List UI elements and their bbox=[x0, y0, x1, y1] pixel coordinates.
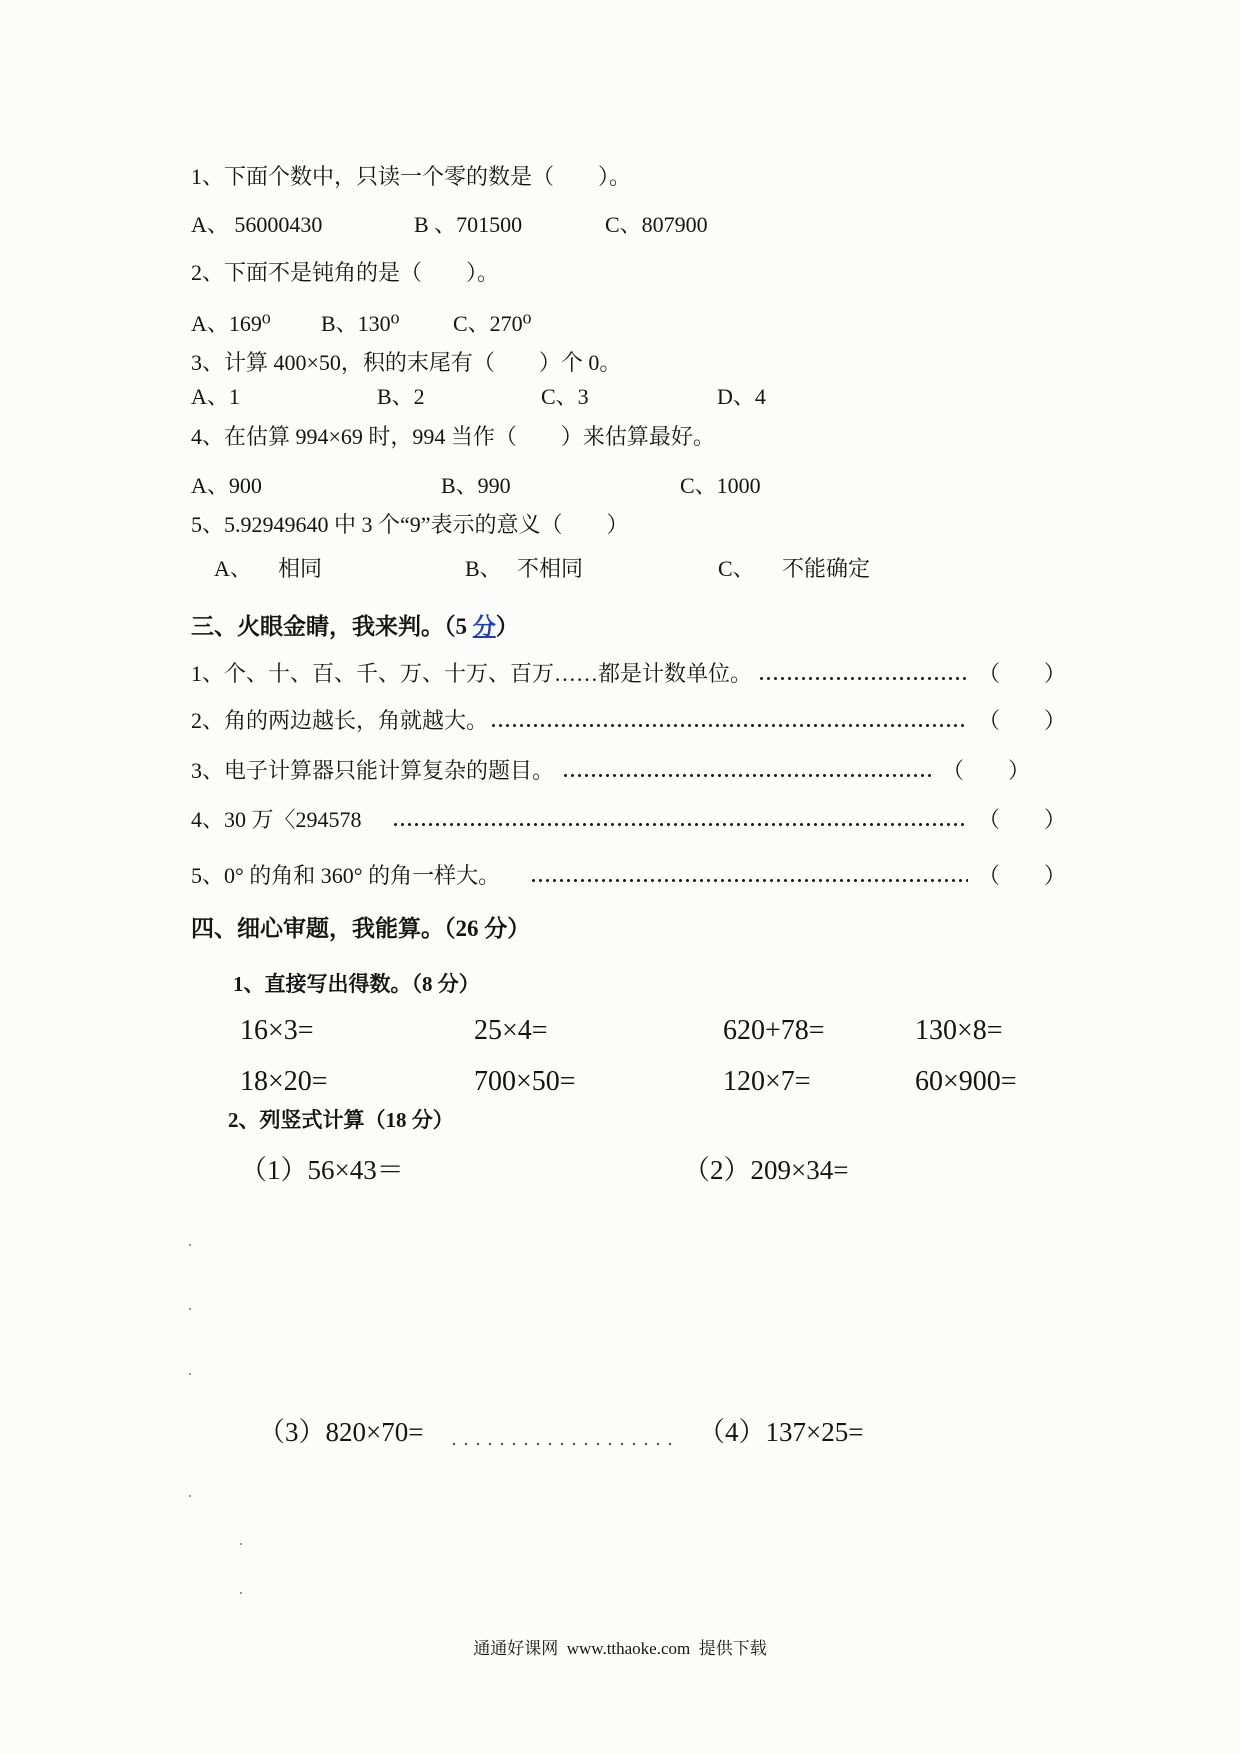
answer-blank[interactable]: （ ） bbox=[941, 758, 1030, 783]
question-1-option-c: C、807900 bbox=[605, 212, 708, 237]
part-1-title: 1、直接写出得数。（8 分） bbox=[233, 972, 480, 996]
question-3-option-a: A、1 bbox=[191, 384, 240, 409]
judgment-item-5 bbox=[191, 862, 1066, 890]
section-3-title-suffix: ） bbox=[495, 614, 519, 639]
judgment-item-4 bbox=[191, 806, 1066, 834]
question-2-stem: 2、下面不是钝角的是（ ）。 bbox=[191, 260, 500, 285]
question-5-option-b-text: 不相同 bbox=[517, 556, 584, 581]
part-2-title: 2、列竖式计算（18 分） bbox=[228, 1108, 454, 1132]
judgment-text: 4、30 万〈294578 bbox=[191, 807, 362, 832]
answer-blank[interactable]: （ ） bbox=[977, 807, 1066, 832]
section-3-title bbox=[191, 613, 519, 641]
judgment-item-1 bbox=[191, 660, 1066, 688]
question-5-option-c-text: 不能确定 bbox=[782, 556, 871, 581]
judgment-text: 1、个、十、百、千、万、十万、百万……都是计数单位。 bbox=[191, 661, 753, 686]
answer-blank[interactable]: （ ） bbox=[977, 708, 1066, 733]
dot-leader bbox=[392, 814, 968, 828]
question-4-stem: 4、在估算 994×69 时，994 当作（ ）来估算最好。 bbox=[191, 424, 715, 449]
oral-calc-item: 60×900= bbox=[915, 1066, 1017, 1097]
vertical-calc-3: （3）820×70= bbox=[258, 1417, 424, 1447]
section-3-title-link[interactable]: 分 bbox=[472, 614, 496, 639]
answer-blank[interactable]: （ ） bbox=[977, 863, 1066, 888]
question-1-stem: 1、下面个数中，只读一个零的数是（ ）。 bbox=[191, 164, 632, 189]
oral-calc-item: 700×50= bbox=[474, 1066, 576, 1097]
question-3-option-d: D、4 bbox=[717, 384, 766, 409]
judgment-text: 5、0° 的角和 360° 的角一样大。 bbox=[191, 863, 501, 888]
question-4-option-c: C、1000 bbox=[680, 473, 761, 498]
dot-leader bbox=[530, 870, 968, 884]
question-1-option-a: A、 56000430 bbox=[191, 212, 323, 237]
vertical-calc-1: （1）56×43＝ bbox=[240, 1155, 404, 1185]
question-2-option-b: B、130⁰ bbox=[321, 311, 400, 336]
question-1-option-b: B 、701500 bbox=[414, 212, 523, 237]
question-5-stem: 5、5.92949640 中 3 个“9”表示的意义（ ） bbox=[191, 512, 629, 537]
dot-leader bbox=[448, 1440, 676, 1448]
question-2-option-a: A、169⁰ bbox=[191, 311, 271, 336]
question-5-option-a-label: A、 bbox=[214, 556, 252, 581]
section-4-title: 四、细心审题，我能算。（26 分） bbox=[191, 916, 531, 941]
question-4-option-b: B、990 bbox=[441, 473, 511, 498]
question-3-option-c: C、3 bbox=[541, 384, 589, 409]
answer-blank[interactable]: （ ） bbox=[977, 661, 1066, 686]
oral-calc-item: 130×8= bbox=[915, 1015, 1003, 1046]
page-footer: 通通好课网 www.tthaoke.com 提供下载 bbox=[473, 1639, 767, 1658]
scan-speck bbox=[240, 1592, 242, 1594]
scan-speck bbox=[189, 1495, 191, 1497]
question-3-stem: 3、计算 400×50，积的末尾有（ ）个 0。 bbox=[191, 350, 622, 375]
judgment-text: 2、角的两边越长，角就越大。 bbox=[191, 708, 489, 733]
question-5-option-b-label: B、 bbox=[465, 556, 502, 581]
dot-leader bbox=[758, 668, 968, 682]
oral-calc-item: 18×20= bbox=[240, 1066, 328, 1097]
scan-speck bbox=[189, 1308, 191, 1310]
oral-calc-item: 25×4= bbox=[474, 1015, 548, 1046]
oral-calc-item: 120×7= bbox=[723, 1066, 811, 1097]
oral-calc-item: 620+78= bbox=[723, 1015, 825, 1046]
judgment-item-2 bbox=[191, 707, 1066, 735]
scan-speck bbox=[189, 1244, 191, 1246]
scan-speck bbox=[189, 1373, 191, 1375]
question-4-option-a: A、900 bbox=[191, 473, 262, 498]
scan-speck bbox=[240, 1543, 242, 1545]
question-5-option-a-text: 相同 bbox=[278, 556, 323, 581]
vertical-calc-4: （4）137×25= bbox=[698, 1417, 864, 1447]
dot-leader bbox=[562, 765, 932, 779]
dot-leader bbox=[490, 715, 968, 729]
question-5-option-c-label: C、 bbox=[718, 556, 755, 581]
question-3-option-b: B、2 bbox=[377, 384, 425, 409]
vertical-calc-2: （2）209×34= bbox=[683, 1155, 849, 1185]
judgment-text: 3、电子计算器只能计算复杂的题目。 bbox=[191, 758, 555, 783]
section-3-title-prefix: 三、火眼金睛，我来判。（5 bbox=[191, 614, 473, 639]
oral-calc-item: 16×3= bbox=[240, 1015, 314, 1046]
judgment-item-3 bbox=[191, 757, 1030, 785]
question-2-option-c: C、270⁰ bbox=[453, 311, 532, 336]
